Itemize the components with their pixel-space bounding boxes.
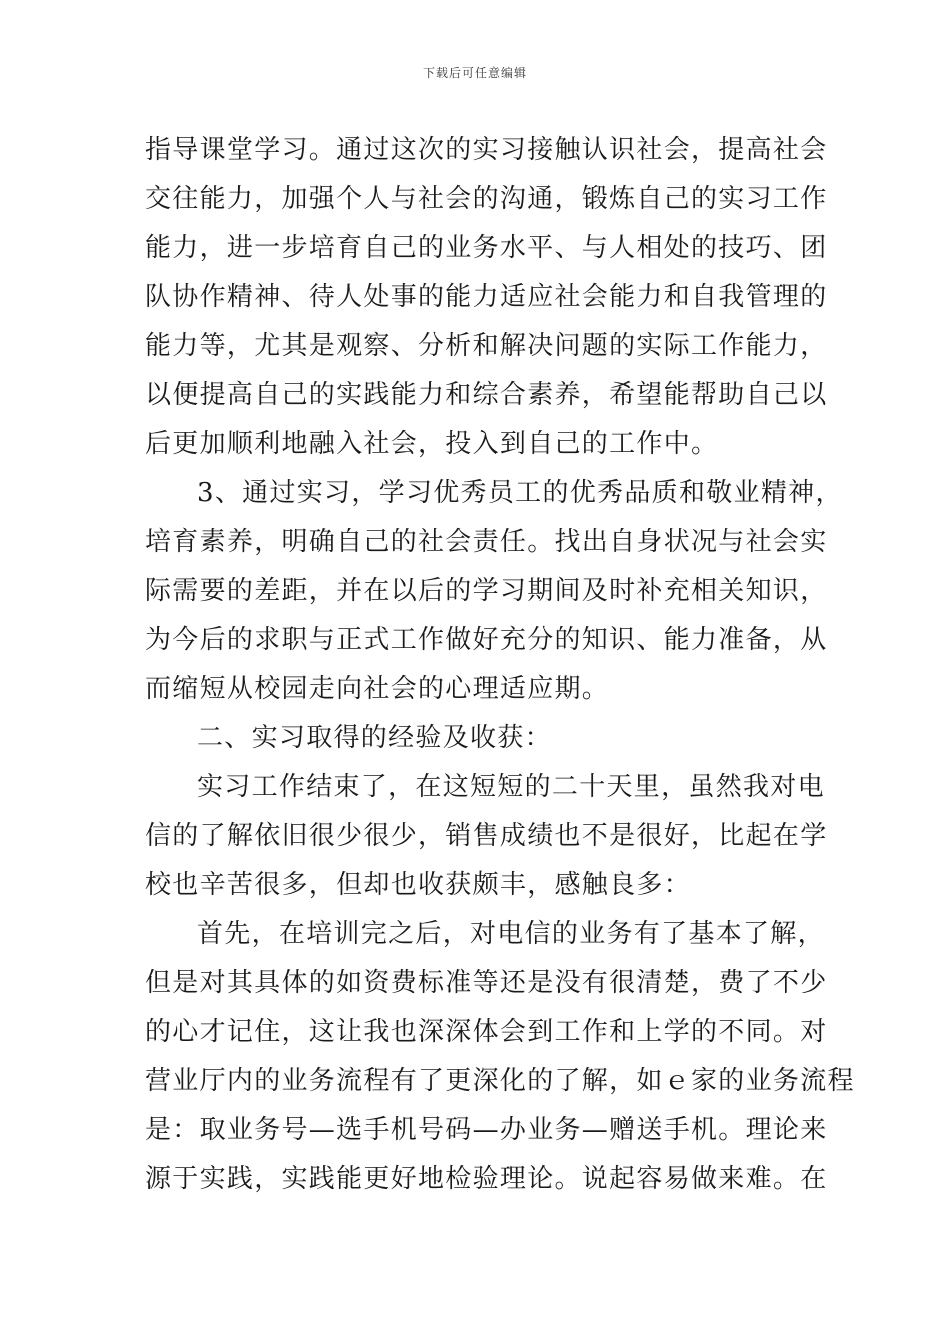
text-line-9: 培育素养，明确自己的社会责任。找出自身状况与社会实	[145, 527, 828, 557]
text-line-15: 信的了解依旧很少很少，销售成绩也不是很好，比起在学	[145, 821, 828, 851]
text-line-5: 能力等，尤其是观察、分析和解决问题的实际工作能力，	[145, 331, 828, 361]
document-body	[145, 126, 855, 1204]
paragraph-summary-line-1: 实习工作结束了，在这短短的二十天里，虽然我对电	[197, 772, 825, 802]
text-line-11: 为今后的求职与正式工作做好充分的知识、能力准备，从	[145, 625, 828, 655]
text-line-12: 而缩短从校园走向社会的心理适应期。	[145, 674, 610, 704]
text-line-3: 能力，进一步培育自己的业务水平、与人相处的技巧、团	[145, 233, 828, 263]
text-line-21: 是：取业务号—选手机号码—办业务—赠送手机。理论来	[145, 1115, 828, 1145]
paragraph-item-3-line-1: 3、通过实习，学习优秀员工的优秀品质和敬业精神，	[197, 478, 843, 508]
paragraph-first-line-1: 首先，在培训完之后，对电信的业务有了基本了解，	[197, 919, 825, 949]
page-header-note: 下载后可任意编辑	[422, 66, 527, 80]
text-line-7: 后更加顺利地融入社会，投入到自己的工作中。	[145, 429, 719, 459]
text-line-4: 队协作精神、待人处事的能力适应社会能力和自我管理的	[145, 282, 828, 312]
text-line-2: 交往能力，加强个人与社会的沟通，锻炼自己的实习工作	[145, 184, 828, 214]
text-line-22: 源于实践，实践能更好地检验理论。说起容易做来难。在	[145, 1164, 828, 1194]
text-line-18: 但是对其具体的如资费标准等还是没有很清楚，费了不少	[145, 968, 828, 998]
text-line-20: 营业厅内的业务流程有了更深化的了解，如ｅ家的业务流程	[145, 1066, 855, 1096]
text-line-6: 以便提高自己的实践能力和综合素养，希望能帮助自己以	[145, 380, 828, 410]
text-line-16: 校也辛苦很多，但却也收获颇丰，感触良多：	[145, 870, 692, 900]
text-line-10: 际需要的差距，并在以后的学习期间及时补充相关知识，	[145, 576, 828, 606]
section-heading-2: 二、实习取得的经验及收获：	[197, 723, 552, 753]
text-line-1: 指导课堂学习。通过这次的实习接触认识社会，提高社会	[145, 135, 828, 165]
text-line-19: 的心才记住，这让我也深深体会到工作和上学的不同。对	[145, 1017, 828, 1047]
